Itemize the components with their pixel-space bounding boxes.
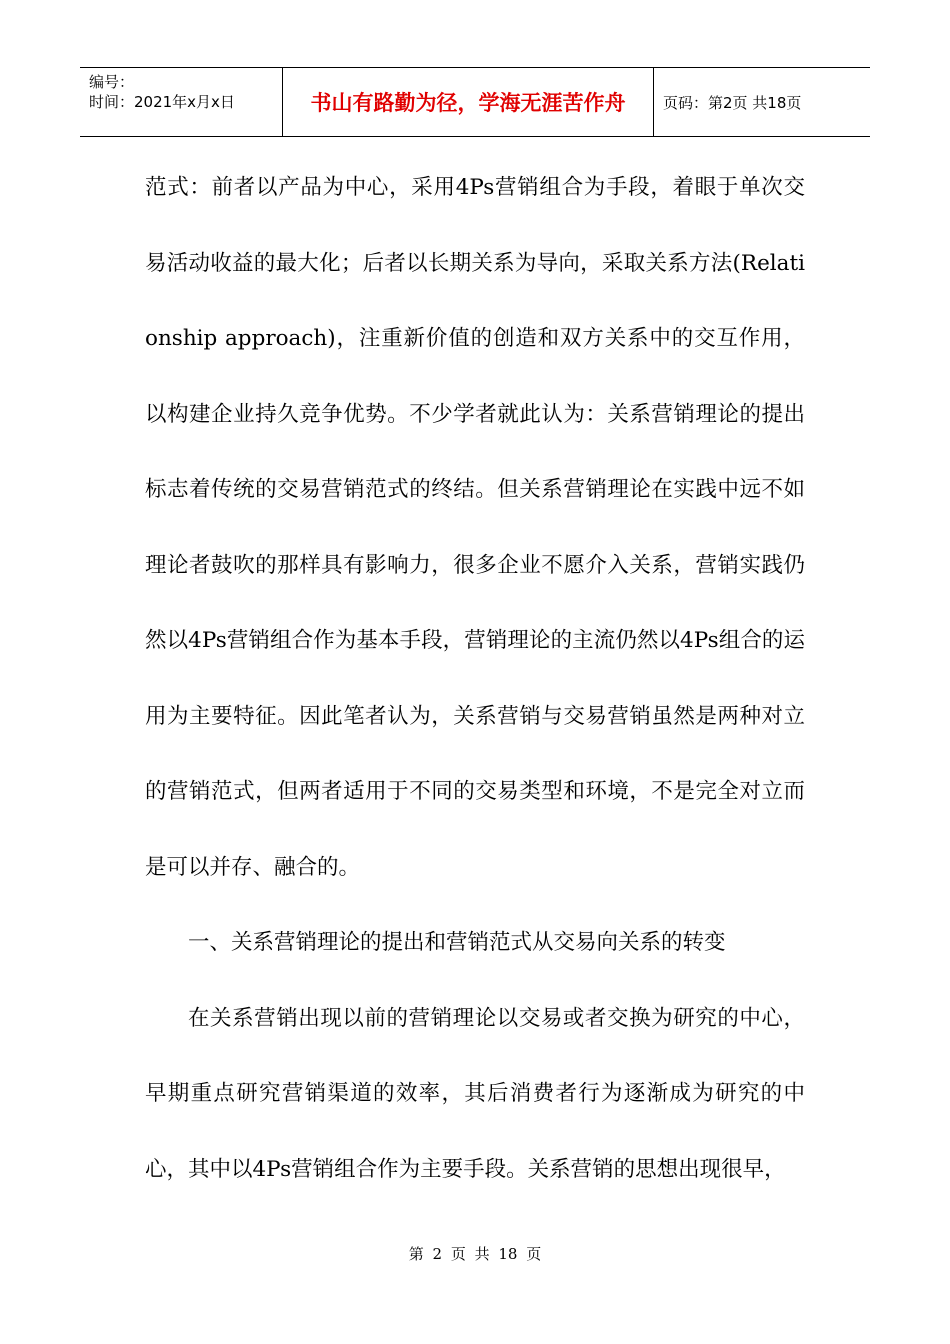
header-motto: 书山有路勤为径，学海无涯苦作舟 bbox=[310, 91, 626, 115]
section-heading: 一、关系营销理论的提出和营销范式从交易向关系的转变 bbox=[188, 930, 726, 955]
body-paragraph: 在关系营销出现以前的营销理论以交易或者交换为研究的中心，早期重点研究营销渠道的效率，其后消费者行为逐渐成为研究的中心，其中以4Ps营销组合作为主要手段。关系营销的思想出现很早， bbox=[145, 1005, 805, 1182]
header-divider bbox=[653, 68, 654, 136]
header-meta bbox=[80, 68, 282, 136]
body-paragraph: 范式：前者以产品为中心，采用4Ps营销组合为手段，着眼于单次交易活动收益的最大化；后者以长期关系为导向，采取关系方法(Relationship approach)，注重新价值的创造和双方关系中的交互作用，以构建企业持久竞争优势。不少学者就此认为：关系营销理论的提出标志着传统的交易营销范式的终结。但关系营销理论在实践中远不如理论者鼓吹的那样具有影响力，很多企业不愿介入关系，营销实践仍然以4Ps营销组合作为基本手段，营销理论的主流仍然以4Ps组合的运用为主要特征。因此笔者认为，关系营销与交易营销虽然是两种对立的营销范式，但两者适用于不同的交易类型和环境，不是完全对立而是可以并存、融合的。 bbox=[145, 175, 805, 880]
header-page-info: 页码：第2页 共18页 bbox=[663, 93, 802, 112]
document-body bbox=[145, 150, 805, 1207]
doc-number-label: 编号： bbox=[89, 73, 135, 91]
page-footer: 第 2 页 共 18 页 bbox=[408, 1245, 542, 1263]
date-label: 时间：2021年x月x日 bbox=[89, 93, 235, 111]
page-header bbox=[80, 67, 870, 137]
